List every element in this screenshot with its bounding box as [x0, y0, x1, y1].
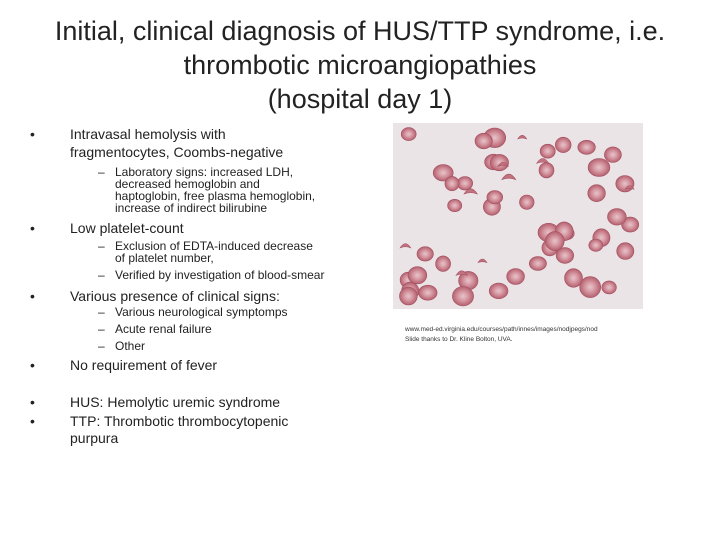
bullet-marker: •	[30, 413, 35, 429]
subbullet-text: decreased hemoglobin and	[115, 177, 260, 191]
bullet-text: Intravasal hemolysis with	[70, 126, 226, 142]
red-blood-cell	[520, 195, 535, 209]
subbullet-marker: –	[98, 268, 105, 282]
subbullet-text: Various neurological symptomps	[115, 305, 288, 319]
credit-url: www.med-ed.virginia.edu/courses/path/innes/images/nodjpegs/nod	[405, 326, 598, 333]
subbullet-text: of platelet number,	[115, 251, 214, 265]
red-blood-cell	[602, 281, 617, 294]
credit-thanks: Slide thanks to Dr. Kline Bolton, UVA.	[405, 336, 513, 343]
bullet-text: Various presence of clinical signs:	[70, 288, 280, 304]
subbullet-text: Exclusion of EDTA-induced decrease	[115, 239, 313, 253]
red-blood-cell	[457, 177, 472, 191]
bullet-text: No requirement of fever	[70, 357, 218, 373]
title-line-3: (hospital day 1)	[267, 84, 453, 114]
bullet-text: TTP: Thrombotic thrombocytopenic	[70, 413, 289, 429]
bullet-marker: •	[30, 288, 35, 304]
red-blood-cell	[608, 209, 627, 226]
title-line-2: thrombotic microangiopathies	[183, 50, 537, 80]
red-blood-cell	[545, 232, 564, 251]
red-blood-cell	[487, 191, 503, 204]
red-blood-cell	[489, 283, 508, 299]
blood-smear-image	[393, 123, 643, 309]
red-blood-cell	[448, 199, 462, 211]
red-blood-cell	[565, 269, 583, 288]
subbullet-marker: –	[98, 239, 105, 253]
red-blood-cell	[589, 239, 603, 251]
red-blood-cell	[556, 248, 574, 264]
bullet-marker: •	[30, 394, 35, 410]
bullet-text: purpura	[70, 430, 119, 446]
subbullet-marker: –	[98, 339, 105, 353]
subbullet-marker: –	[98, 305, 105, 319]
red-blood-cell	[539, 163, 554, 178]
bullet-marker: •	[30, 220, 35, 236]
red-blood-cell	[507, 269, 525, 285]
red-blood-cell	[452, 287, 473, 306]
slide-title	[20, 14, 700, 116]
blood-smear-micrograph	[393, 123, 643, 309]
red-blood-cell	[400, 287, 418, 305]
red-blood-cell	[580, 277, 601, 298]
bullet-marker: •	[30, 126, 35, 142]
subbullet-text: haptoglobin, free plasma hemoglobin,	[115, 189, 316, 203]
bullet-text: Low platelet-count	[70, 220, 184, 236]
red-blood-cell	[588, 159, 610, 177]
subbullet-text: Verified by investigation of blood-smear	[115, 268, 325, 282]
subbullet-text: increase of indirect bilirubine	[115, 201, 268, 215]
red-blood-cell	[419, 285, 438, 300]
red-blood-cell	[417, 247, 433, 261]
red-blood-cell	[408, 267, 427, 284]
bullet-text: HUS: Hemolytic uremic syndrome	[70, 394, 281, 410]
red-blood-cell	[588, 185, 606, 202]
red-blood-cell	[490, 154, 508, 170]
red-blood-cell	[540, 144, 555, 158]
red-blood-cell	[578, 140, 596, 154]
red-blood-cell	[445, 176, 459, 190]
title-line-1: Initial, clinical diagnosis of HUS/TTP syndrome, i.e.	[54, 16, 666, 46]
red-blood-cell	[401, 128, 416, 141]
subbullet-text: Other	[115, 339, 146, 353]
bullet-text: fragmentocytes, Coombs-negative	[70, 144, 284, 160]
red-blood-cell	[555, 137, 571, 152]
subbullet-marker: –	[98, 165, 105, 179]
subbullet-marker: –	[98, 322, 105, 336]
red-blood-cell	[604, 147, 621, 163]
red-blood-cell	[529, 257, 546, 271]
subbullet-text: Acute renal failure	[115, 322, 212, 336]
red-blood-cell	[475, 133, 492, 149]
bullet-marker: •	[30, 357, 35, 373]
red-blood-cell	[436, 256, 451, 272]
red-blood-cell	[617, 243, 634, 260]
subbullet-text: Laboratory signs: increased LDH,	[115, 165, 294, 179]
image-credit	[405, 325, 598, 345]
